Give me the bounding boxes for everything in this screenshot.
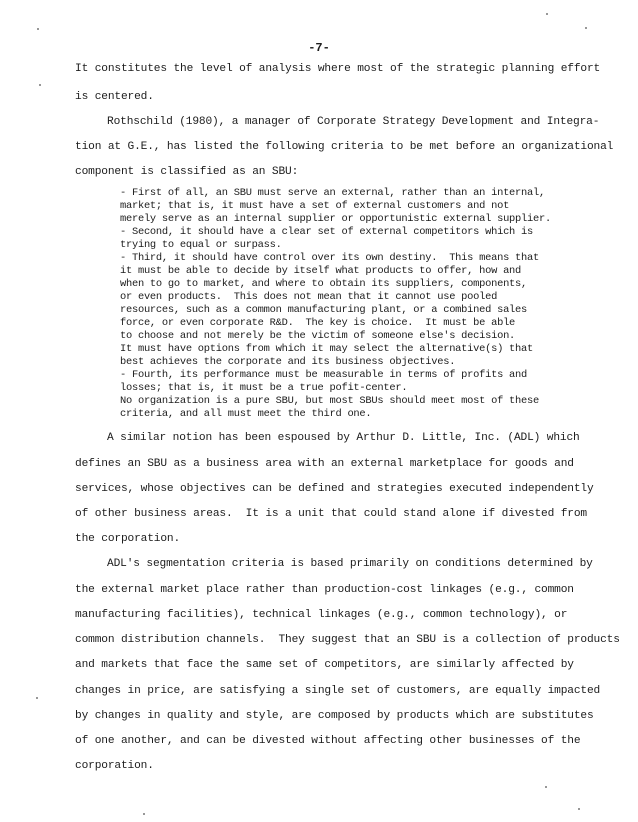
text-line: when to go to market, and where to obtain its suppliers, components,: [120, 278, 528, 290]
scan-speck: [143, 813, 145, 815]
text-line: common distribution channels. They suggest that an SBU is a collection of products: [75, 634, 620, 646]
text-line: criteria, and all must meet the third one.: [120, 408, 372, 420]
text-line: of other business areas. It is a unit that could stand alone if divested from: [75, 508, 587, 520]
scan-speck: [585, 27, 587, 29]
text-line: services, whose objectives can be defined and strategies executed independently: [75, 483, 594, 495]
text-line: tion at G.E., has listed the following criteria to be met before an organizational: [75, 141, 614, 153]
scan-speck: [546, 13, 548, 15]
text-line: - Second, it should have a clear set of external competitors which is: [120, 226, 533, 238]
scan-speck: [545, 786, 547, 788]
text-line: It constitutes the level of analysis where most of the strategic planning effort: [75, 63, 601, 75]
text-line: merely serve as an internal supplier or opportunistic external supplier.: [120, 213, 551, 225]
text-line: the corporation.: [75, 533, 181, 545]
text-line: the external market place rather than production-cost linkages (e.g., common: [75, 584, 574, 596]
text-line: defines an SBU as a business area with an external marketplace for goods and: [75, 458, 574, 470]
scan-speck: [39, 84, 41, 86]
text-line: - Third, it should have control over its own destiny. This means that: [120, 252, 539, 264]
text-line: component is classified as an SBU:: [75, 166, 299, 178]
text-line: to choose and not merely be the victim of someone else's decision.: [120, 330, 516, 342]
text-line: No organization is a pure SBU, but most SBUs should meet most of these: [120, 395, 539, 407]
text-line: force, or even corporate R&D. The key is choice. It must be able: [120, 317, 516, 329]
text-line: it must be able to decide by itself what products to offer, how and: [120, 265, 522, 277]
text-line: losses; that is, it must be a true pofit-center.: [120, 382, 408, 394]
scan-speck: [36, 697, 38, 699]
text-line: resources, such as a common manufacturing plant, or a combined sales: [120, 304, 528, 316]
scan-speck: [37, 28, 39, 30]
text-line: corporation.: [75, 760, 154, 772]
text-line: trying to equal or surpass.: [120, 239, 282, 251]
text-line: It must have options from which it may select the alternative(s) that: [120, 343, 533, 355]
text-line: Rothschild (1980), a manager of Corporate Strategy Development and Integra-: [107, 116, 600, 128]
text-line: of one another, and can be divested without affecting other businesses of the: [75, 735, 581, 747]
text-line: and markets that face the same set of competitors, are similarly affected by: [75, 659, 574, 671]
text-line: ADL's segmentation criteria is based primarily on conditions determined by: [107, 558, 593, 570]
text-line: by changes in quality and style, are composed by products which are substitutes: [75, 710, 594, 722]
text-line: - First of all, an SBU must serve an external, rather than an internal,: [120, 187, 545, 199]
page-number: -7-: [308, 41, 330, 55]
text-line: - Fourth, its performance must be measurable in terms of profits and: [120, 369, 528, 381]
text-line: market; that is, it must have a set of external customers and not: [120, 200, 510, 212]
text-line: changes in price, are satisfying a single set of customers, are equally impacted: [75, 685, 601, 697]
text-line: best achieves the corporate and its business objectives.: [120, 356, 456, 368]
text-line: or even products. This does not mean that it cannot use pooled: [120, 291, 498, 303]
text-line: manufacturing facilities), technical linkages (e.g., common technology), or: [75, 609, 568, 621]
scan-speck: [578, 808, 580, 810]
text-line: A similar notion has been espoused by Arthur D. Little, Inc. (ADL) which: [107, 432, 580, 444]
text-line: is centered.: [75, 91, 154, 103]
